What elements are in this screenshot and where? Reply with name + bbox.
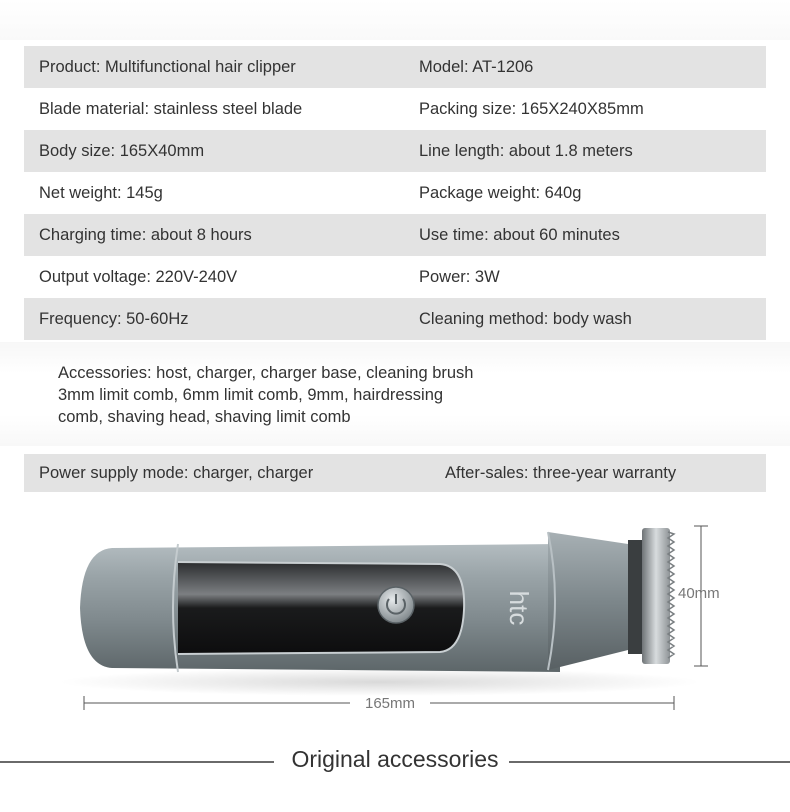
product-image: [0, 500, 790, 730]
spec-charging-time: Charging time: about 8 hours: [39, 225, 252, 244]
spec-row: [24, 46, 766, 88]
blade-holder: [628, 540, 644, 654]
spec-table: [24, 46, 766, 340]
spec-row-power-supply: [24, 454, 766, 492]
accessories-block: [0, 342, 790, 446]
spec-net-weight: Net weight: 145g: [39, 183, 163, 202]
spec-row: [24, 214, 766, 256]
spec-line-length: Line length: about 1.8 meters: [419, 141, 633, 160]
top-fade: [0, 0, 790, 40]
spec-blade-material: Blade material: stainless steel blade: [39, 99, 303, 118]
spec-row: [24, 298, 766, 340]
clipper-shadow: [60, 668, 700, 696]
hair-clipper-illustration: [0, 500, 790, 730]
spec-body-size: Body size: 165X40mm: [39, 141, 205, 160]
accessories-line-1: Accessories: host, charger, charger base, cleaning brush: [58, 364, 474, 382]
blade: [642, 528, 670, 664]
spec-cleaning-method: Cleaning method: body wash: [419, 309, 632, 328]
spec-use-time: Use time: about 60 minutes: [419, 225, 620, 244]
clipper-head: [548, 532, 628, 670]
spec-packing-size: Packing size: 165X240X85mm: [419, 99, 644, 118]
spec-package-weight: Package weight: 640g: [419, 183, 582, 202]
height-label: 40mm: [678, 585, 720, 602]
spec-row: [24, 88, 766, 130]
spec-row: [24, 130, 766, 172]
spec-row: [24, 172, 766, 214]
spec-frequency: Frequency: 50-60Hz: [39, 309, 189, 328]
brand-logo: htc: [504, 590, 534, 626]
accessories-line-3: comb, shaving head, shaving limit comb: [58, 408, 351, 426]
spec-product: Product: Multifunctional hair clipper: [39, 57, 296, 76]
length-label: 165mm: [364, 695, 416, 712]
display-panel: [178, 562, 464, 654]
section-title-text: Original accessories: [281, 746, 508, 772]
spec-power-supply: Power supply mode: charger, charger: [39, 463, 314, 482]
accessories-line-2: 3mm limit comb, 6mm limit comb, 9mm, hairdressing: [58, 386, 444, 404]
spec-after-sales: After-sales: three-year warranty: [445, 463, 677, 482]
spec-model: Model: AT-1206: [419, 57, 534, 76]
spec-power: Power: 3W: [419, 267, 500, 286]
power-button[interactable]: [378, 587, 414, 623]
spec-output-voltage: Output voltage: 220V-240V: [39, 267, 238, 286]
section-title: [0, 740, 790, 786]
spec-row: [24, 256, 766, 298]
